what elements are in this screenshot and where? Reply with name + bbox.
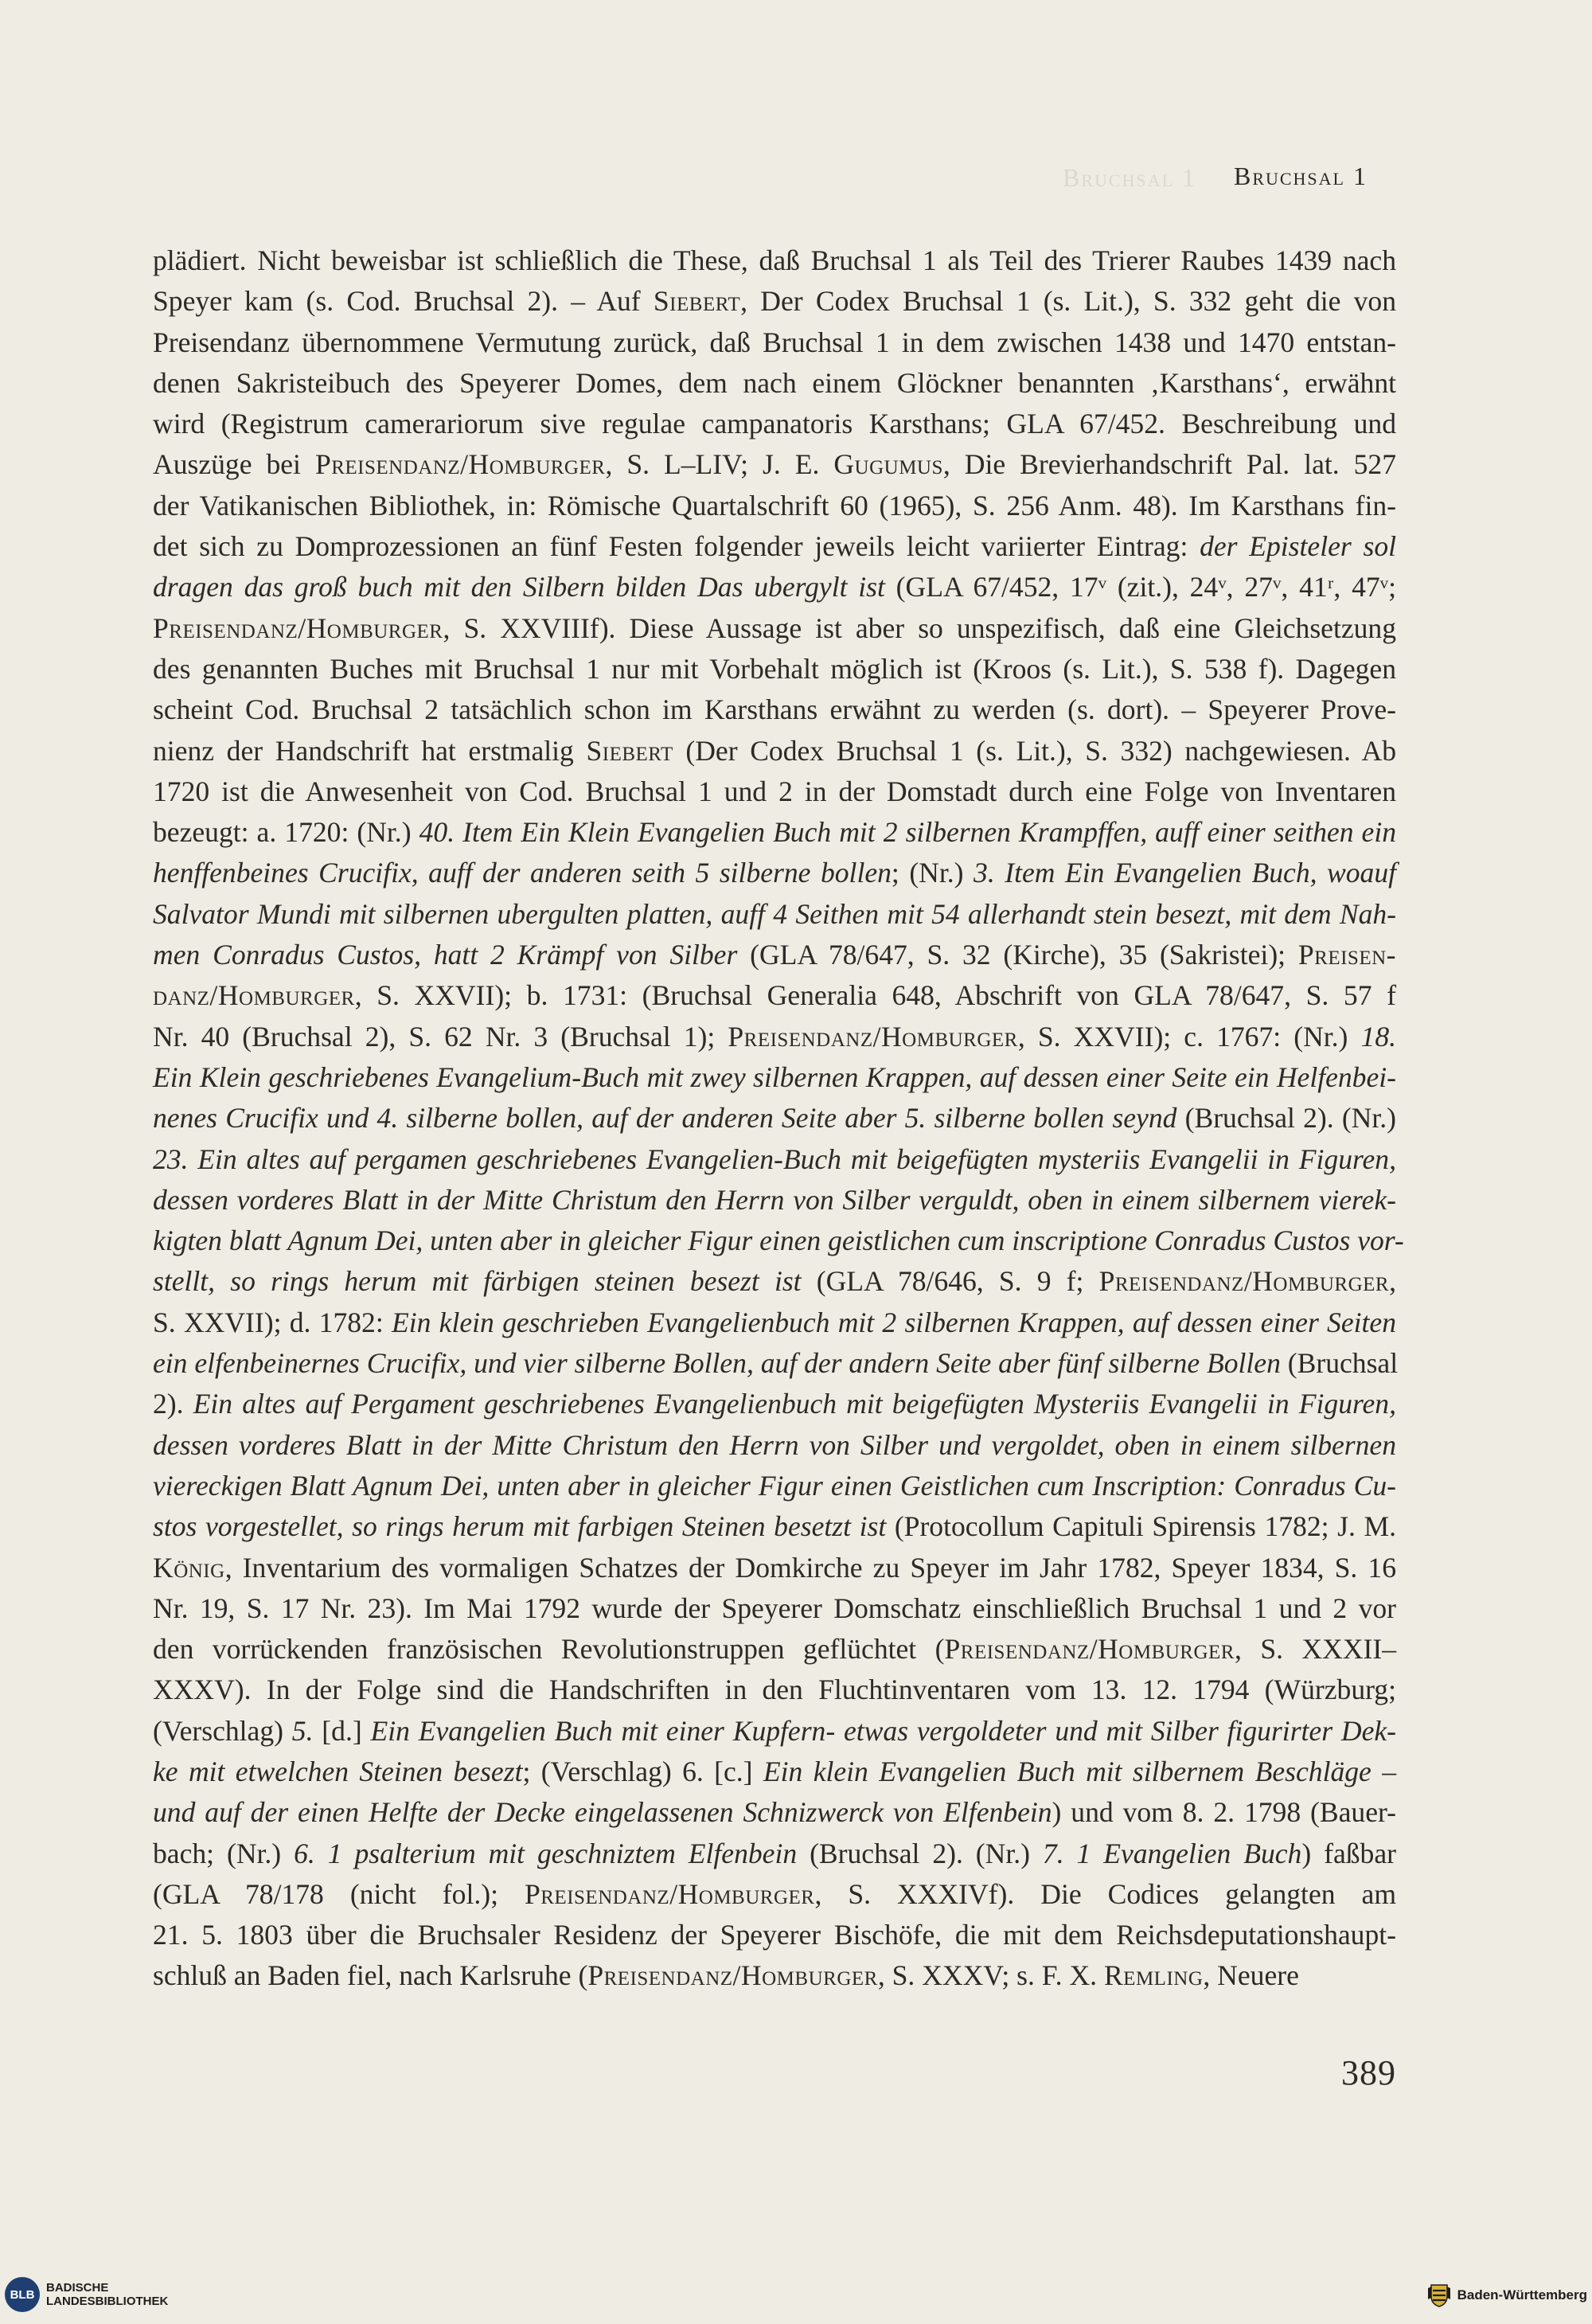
text-run: Speyer kam (s. Cod. Bruchsal 2). – Auf <box>153 285 654 318</box>
text-run: schluß an Baden fiel, nach Karlsruhe ( <box>153 1959 588 1992</box>
text-line <box>153 1384 1396 1424</box>
text-run: ) faßbar <box>1301 1837 1396 1869</box>
quoted-text: dessen vorderes Blatt in der Mitte Christum den Herrn von Silber verguldt, oben in einem silbernem vierek- <box>153 1183 1396 1216</box>
text-run: Nr. 19, S. 17 Nr. 23). Im Mai 1792 wurde der Speyerer Domschatz einschließlich Bruchsal 1 und 2 vor <box>153 1592 1396 1624</box>
text-line <box>153 853 1396 893</box>
author-name: Preisendanz/Homburger <box>153 611 443 644</box>
quoted-text: Ein Klein geschriebenes Evangelium-Buch mit zwey silbernen Krappen, auf dessen einer Seite ein Helfenbei- <box>153 1060 1396 1093</box>
bw-name: Baden-Württemberg <box>1457 2287 1587 2303</box>
text-run: (GLA 78/646, S. 9 f; <box>801 1265 1099 1298</box>
text-run: scheint Cod. Bruchsal 2 tatsächlich schon im Karsthans erwähnt zu werden (s. dort). – Speyerer Prove- <box>153 693 1396 726</box>
blb-branding[interactable] <box>5 2277 168 2312</box>
page-number: 389 <box>1341 2053 1396 2092</box>
text-line <box>153 1711 1396 1752</box>
text-run: plädiert. Nicht beweisbar ist schließlich die These, daß Bruchsal 1 als Teil des Trierer Raubes 1439 nach <box>153 244 1396 276</box>
bleed-through-running-head: Bruchsal 1 <box>1063 163 1197 192</box>
text-run: , S. XXXIVf). Die Codices gelangten am <box>814 1877 1396 1910</box>
quoted-text: Ein Evangelien Buch mit einer Kupfern- etwas vergoldeter und mit Silber figurirter Dek- <box>370 1714 1397 1747</box>
text-run: ; (Verschlag) 6. [c.] <box>522 1755 763 1787</box>
quoted-text: und auf der einen Helfte der Decke eingelassenen Schnizwerck von Elfenbein <box>153 1796 1052 1829</box>
quoted-text: 5. <box>291 1714 314 1747</box>
text-line <box>153 444 1396 485</box>
text-line <box>153 486 1396 526</box>
text-run: den vorrückenden französischen Revolutionstruppen geflüchtet ( <box>153 1633 945 1666</box>
quoted-text: Ein klein Evangelien Buch mit silbernem Beschläge – <box>763 1755 1396 1787</box>
running-head: Bruchsal 1 <box>1233 162 1368 190</box>
text-line <box>153 526 1396 567</box>
text-run: denen Sakristeibuch des Speyerer Domes, dem nach einem Glöckner benannten ‚Karsthans‘, erwähnt <box>153 366 1396 399</box>
text-line <box>153 1792 1396 1833</box>
text-run: , S. XXVII); b. 1731: (Bruchsal Generalia 648, Abschrift von GLA 78/647, S. 57 f <box>354 979 1396 1012</box>
body-text <box>153 240 1404 1997</box>
author-name: Preisendanz/Homburger <box>524 1877 815 1910</box>
text-run: , S. L–LIV; J. E. <box>605 448 834 481</box>
text-line <box>153 1670 1396 1710</box>
quoted-text: men Conradus Custos, hatt 2 Krämpf von Silber <box>153 939 738 971</box>
text-run: (Bruchsal <box>1280 1347 1399 1380</box>
text-run: (GLA 78/178 (nicht fol.); <box>153 1877 525 1910</box>
text-run: , Inventarium des vormaligen Schatzes der Domkirche zu Speyer im Jahr 1782, Speyer 1834, S. 16 <box>224 1551 1396 1584</box>
quoted-text: 23. Ein altes auf pergamen geschriebenes Evangelien-Buch mit beigefügten mysteriis Evangelii in Figuren, <box>153 1142 1396 1175</box>
quoted-text: dessen vorderes Blatt in der Mitte Christum den Herrn von Silber und vergoldet, oben in einem silbernen <box>153 1428 1396 1461</box>
text-line <box>153 649 1396 689</box>
quoted-text: Salvator Mundi mit silbernen ubergulten platten, auff 4 Seithen mit 54 allerhandt stein besezt, mit dem Nah- <box>153 897 1396 930</box>
text-run: 21. 5. 1803 über die Bruchsaler Residenz der Speyerer Bischöfe, die mit dem Reichsdeputationshaupt- <box>153 1919 1396 1951</box>
author-name: Gugumus <box>833 448 943 481</box>
text-line <box>153 1098 1396 1139</box>
quoted-text: ein elfenbeinernes Crucifix, und vier silberne Bollen, auf der andern Seite aber fünf silberne Bollen <box>153 1347 1281 1380</box>
text-line <box>153 608 1396 649</box>
text-run: ) und vom 8. 2. 1798 (Bauer- <box>1052 1796 1396 1829</box>
author-name: Preisendanz/Homburger <box>728 1020 1018 1053</box>
bw-coat-of-arms-icon <box>1426 2282 1453 2309</box>
text-line <box>153 1548 1396 1588</box>
quoted-text: 7. 1 Evangelien Buch <box>1042 1837 1302 1869</box>
text-line <box>153 1874 1396 1915</box>
text-line <box>153 731 1396 771</box>
quoted-text: viereckigen Blatt Agnum Dei, unten aber in gleicher Figur einen Geistlichen cum Inscription: Conradus Cu- <box>153 1469 1396 1502</box>
quoted-text: 6. 1 psalterium mit geschniztem Elfenbein <box>294 1837 798 1869</box>
quoted-text: stos vorgestellet, so rings herum mit farbigen Steinen besetzt ist <box>153 1510 887 1543</box>
text-line <box>153 1139 1396 1180</box>
text-line <box>153 567 1396 607</box>
blb-logo-icon: BLB <box>5 2277 40 2312</box>
blb-name-line-1: BADISCHE <box>46 2281 109 2295</box>
author-name: Preisendanz/Homburger <box>587 1959 878 1992</box>
quoted-text: Ein klein geschrieben Evangelienbuch mit 2 silbernen Krappen, auf dessen einer Seiten <box>391 1306 1396 1338</box>
quoted-text: 40. Item Ein Klein Evangelien Buch mit 2 silbernen Krampffen, auff einer seithen ein <box>419 816 1397 849</box>
text-line <box>153 1834 1396 1874</box>
text-run: ; (Nr.) <box>891 857 974 889</box>
text-run: des genannten Buches mit Bruchsal 1 nur mit Vorbehalt möglich ist (Kroos (s. Lit.), S. 538 f). Dagegen <box>153 652 1396 685</box>
text-run: , Die Brevierhandschrift Pal. lat. 527 <box>942 448 1396 481</box>
text-run: (Der Codex Bruchsal 1 (s. Lit.), S. 332) nachgewiesen. Ab <box>673 734 1396 767</box>
text-run: (Bruchsal 2). (Nr.) <box>1176 1102 1397 1135</box>
text-run: XXXV). In der Folge sind die Handschriften in den Fluchtinventaren vom 13. 12. 1794 (Würzburg; <box>153 1674 1396 1706</box>
quoted-text: nenes Crucifix und 4. silberne bollen, auf der anderen Seite aber 5. silberne bollen seynd <box>153 1102 1177 1135</box>
text-line <box>153 404 1396 444</box>
author-name: Remling <box>1103 1959 1204 1992</box>
text-line <box>153 771 1396 812</box>
text-line <box>153 1752 1396 1792</box>
text-line <box>153 1303 1396 1343</box>
text-line <box>153 1955 1396 1996</box>
text-line <box>153 1180 1396 1221</box>
blb-name <box>46 2281 168 2308</box>
quoted-text: Ein altes auf Pergament geschriebenes Evangelienbuch mit beigefügten Mysteriis Evangelii in Figuren, <box>193 1388 1396 1420</box>
text-line <box>153 975 1396 1016</box>
text-run: (GLA 67/452, 17ᵛ (zit.), 24ᵛ, 27ᵛ, 41ʳ, 47ᵛ; <box>884 571 1397 603</box>
quoted-text: kigten blatt Agnum Dei, unten aber in gleicher Figur einen geistlichen cum inscriptione Conradus Custos vor- <box>153 1224 1404 1257</box>
quoted-text: henffenbeines Crucifix, auff der anderen seith 5 silberne bollen <box>153 857 892 889</box>
text-run: (Bruchsal 2). (Nr.) <box>797 1837 1043 1869</box>
text-run: , S. XXVII); c. 1767: (Nr.) <box>1017 1020 1361 1053</box>
text-run: bezeugt: a. 1720: (Nr.) <box>153 816 419 849</box>
author-name: Preisen- <box>1297 939 1396 971</box>
footer-bar <box>0 2271 1592 2324</box>
text-line <box>153 363 1396 404</box>
text-line <box>153 322 1396 363</box>
text-line <box>153 689 1396 730</box>
text-line <box>153 1506 1396 1547</box>
text-run: (Verschlag) <box>153 1714 292 1747</box>
text-run: Auszüge bei <box>153 448 315 481</box>
quoted-text: 18. <box>1360 1020 1397 1053</box>
text-line <box>153 1466 1396 1506</box>
quoted-text: ke mit etwelchen Steinen besezt <box>153 1755 523 1787</box>
text-line <box>153 1629 1396 1670</box>
author-name: Siebert <box>586 734 673 767</box>
text-line <box>153 812 1396 853</box>
text-line <box>153 935 1396 975</box>
bw-branding[interactable] <box>1426 2282 1587 2309</box>
text-run: nienz der Handschrift hat erstmalig <box>153 734 587 767</box>
author-name: König <box>153 1551 225 1584</box>
quoted-text: stellt, so rings herum mit färbigen steinen besezt ist <box>153 1265 802 1298</box>
author-name: Preisendanz/Homburger <box>944 1633 1235 1666</box>
text-run: , S. XXXII– <box>1234 1633 1396 1666</box>
text-run: , S. XXVIIIf). Diese Aussage ist aber so unspezifisch, daß eine Gleichsetzung <box>443 611 1396 644</box>
text-run: Nr. 40 (Bruchsal 2), S. 62 Nr. 3 (Bruchsal 1); <box>153 1020 728 1053</box>
text-line <box>153 1915 1396 1955</box>
text-run: (GLA 78/647, S. 32 (Kirche), 35 (Sakristei); <box>737 939 1298 971</box>
text-line <box>153 281 1396 322</box>
quoted-text: der Episteler sol <box>1200 530 1396 563</box>
text-line <box>153 240 1396 281</box>
text-line <box>153 1057 1396 1098</box>
text-run: det sich zu Domprozessionen an fünf Festen folgender jeweils leicht variierter Eintrag: <box>153 530 1200 563</box>
text-run: (Protocollum Capituli Spirensis 1782; J. M. <box>886 1510 1396 1543</box>
text-line <box>153 894 1396 935</box>
text-run: Preisendanz übernommene Vermutung zurück, daß Bruchsal 1 in dem zwischen 1438 und 1470 entstan- <box>153 326 1396 358</box>
author-name: danz/Homburger <box>153 979 355 1012</box>
text-line <box>153 1261 1396 1302</box>
text-run: S. XXVII); d. 1782: <box>153 1306 392 1338</box>
text-run: der Vatikanischen Bibliothek, in: Römische Quartalschrift 60 (1965), S. 256 Anm. 48). Im Karsthans fin- <box>153 489 1396 521</box>
text-line <box>153 1588 1396 1629</box>
text-run: 2). <box>153 1388 193 1420</box>
text-run: , Neuere <box>1203 1959 1299 1992</box>
text-line <box>153 1221 1404 1261</box>
quoted-text: dragen das groß buch mit den Silbern bilden Das ubergylt ist <box>153 571 885 603</box>
author-name: Preisendanz/Homburger <box>314 448 606 481</box>
text-run: , Der Codex Bruchsal 1 (s. Lit.), S. 332 geht die von <box>740 285 1397 318</box>
text-line <box>153 1425 1396 1466</box>
text-run: wird (Registrum camerariorum sive regulae campanatoris Karsthans; GLA 67/452. Beschreibung und <box>153 408 1396 440</box>
blb-name-line-2: LANDESBIBLIOTHEK <box>46 2295 169 2308</box>
quoted-text: 3. Item Ein Evangelien Buch, woauf <box>974 857 1397 889</box>
text-run: [d.] <box>313 1714 371 1747</box>
text-line <box>153 1017 1396 1057</box>
text-run: , S. XXXV; s. F. X. <box>877 1959 1104 1992</box>
text-run: bach; (Nr.) <box>153 1837 295 1869</box>
text-run: , <box>1389 1265 1396 1298</box>
author-name: Siebert <box>653 285 741 318</box>
text-run: 1720 ist die Anwesenheit von Cod. Bruchsal 1 und 2 in der Domstadt durch eine Folge von Inventaren <box>153 775 1396 807</box>
text-line <box>153 1343 1399 1384</box>
author-name: Preisendanz/Homburger <box>1098 1265 1390 1298</box>
